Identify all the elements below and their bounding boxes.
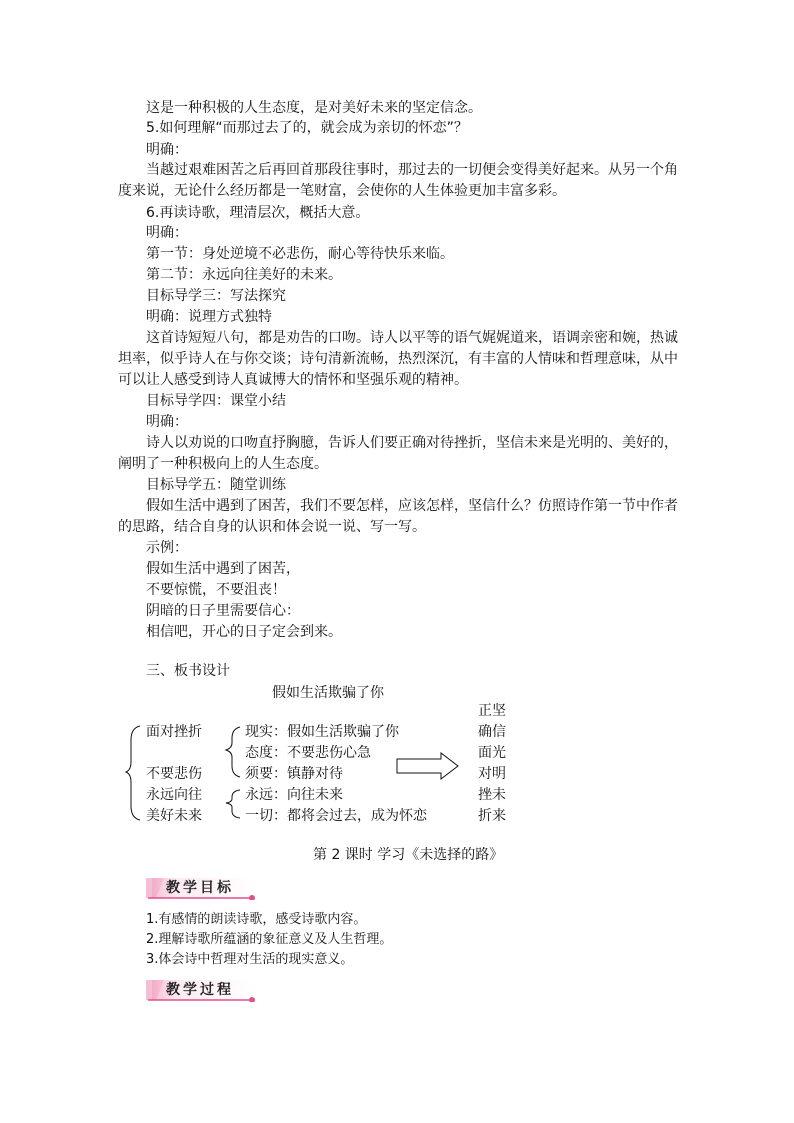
board-upper-item: 态度：不要悲伤心急 [245,745,371,761]
goal-item: 3.体会诗中哲理对生活的现实意义。 [146,952,354,967]
board-right-cell: 确信 [478,724,506,740]
goal-item: 2.理解诗歌所蕴涵的象征意义及人生哲理。 [146,932,393,947]
goal-item: 1.有感情的朗读诗歌，感受诗歌内容。 [146,912,367,927]
text-line: 明确： [146,414,188,430]
lower-brace [226,790,240,818]
text-line: 相信吧，开心的日子定会到来。 [146,624,342,640]
board-upper-item: 须要：镇静对待 [245,766,343,782]
text-line: 可以让人感受到诗人真诚博大的情怀和坚强乐观的精神。 [118,372,468,388]
text-line: 度来说，无论什么经历都是一笔财富，会使你的人生体验更加丰富多彩。 [118,183,566,199]
board-lower-item: 一切：都将会过去，成为怀恋 [245,808,427,824]
text-line: 5.如何理解“而那过去了的，就会成为亲切的怀恋”？ [146,120,468,136]
board-left-label: 美好未来 [146,808,202,824]
big-brace [126,726,140,820]
text-line: 6.再读诗歌，理清层次，概括大意。 [146,205,370,221]
text-line: 阐明了一种积极向上的人生态度。 [118,456,328,472]
board-lower-item: 永远：向往未来 [245,787,343,803]
text-line: 明确： [146,142,188,158]
text-line: 目标导学四：课堂小结 [146,393,286,409]
text-line: 阴暗的日子里需要信心： [146,603,300,619]
board-right-cell: 面光 [478,745,506,761]
lesson-title: 第 2 课时 学习《未选择的路》 [313,847,504,863]
board-left-label: 面对挫折 [146,724,202,740]
board-left-label: 永远向往 [146,787,202,803]
goals-header [146,876,258,898]
text-line: 当越过艰难困苦之后再回首那段往事时，那过去的一切便会变得美好起来。从另一个角 [146,162,678,178]
board-left-label: 不要悲伤 [146,766,202,782]
process-header [146,978,258,1000]
board-upper-item: 现实：假如生活欺骗了你 [245,724,399,740]
text-line: 诗人以劝说的口吻直抒胸臆，告诉人们要正确对待挫折，坚信未来是光明的、美好的， [146,435,678,451]
board-right-cell: 折来 [478,808,506,824]
text-line: 第二节：永远向往美好的未来。 [146,267,342,283]
text-line: 坦率，似乎诗人在与你交谈；诗句清新流畅，热烈深沉，有丰富的人情味和哲理意味，从中 [118,351,678,367]
board-right-cell: 挫未 [478,787,506,803]
text-line: 第一节：身处逆境不必悲伤，耐心等待快乐来临。 [146,246,454,262]
board-right-cell: 正坚 [478,703,506,719]
board-title: 假如生活欺骗了你 [272,685,384,701]
text-line: 假如生活中遇到了困苦，我们不要怎样，应该怎样，坚信什么？仿照诗作第一节中作者 [146,498,678,514]
text-line: 明确： [146,225,188,241]
text-line: 目标导学五：随堂训练 [146,477,286,493]
board-heading: 三、板书设计 [146,663,230,679]
text-line: 的思路，结合自身的认识和体会说一说、写一写。 [118,519,426,535]
text-line: 明确：说理方式独特 [146,309,272,325]
text-line: 假如生活中遇到了困苦， [146,561,300,577]
upper-brace [226,727,240,777]
goals-header-label: 教学目标 [166,880,234,896]
text-line: 不要惊慌，不要沮丧！ [146,582,286,598]
process-header-label: 教学过程 [166,982,234,998]
text-line: 这是一种积极的人生态度，是对美好未来的坚定信念。 [146,100,482,116]
arrow-icon [397,753,458,779]
text-line: 示例： [146,540,188,556]
text-line: 这首诗短短八句，都是劝告的口吻。诗人以平等的语气娓娓道来，语调亲密和婉，热诚 [146,330,678,346]
board-right-cell: 对明 [478,766,506,782]
text-line: 目标导学三：写法探究 [146,288,286,304]
